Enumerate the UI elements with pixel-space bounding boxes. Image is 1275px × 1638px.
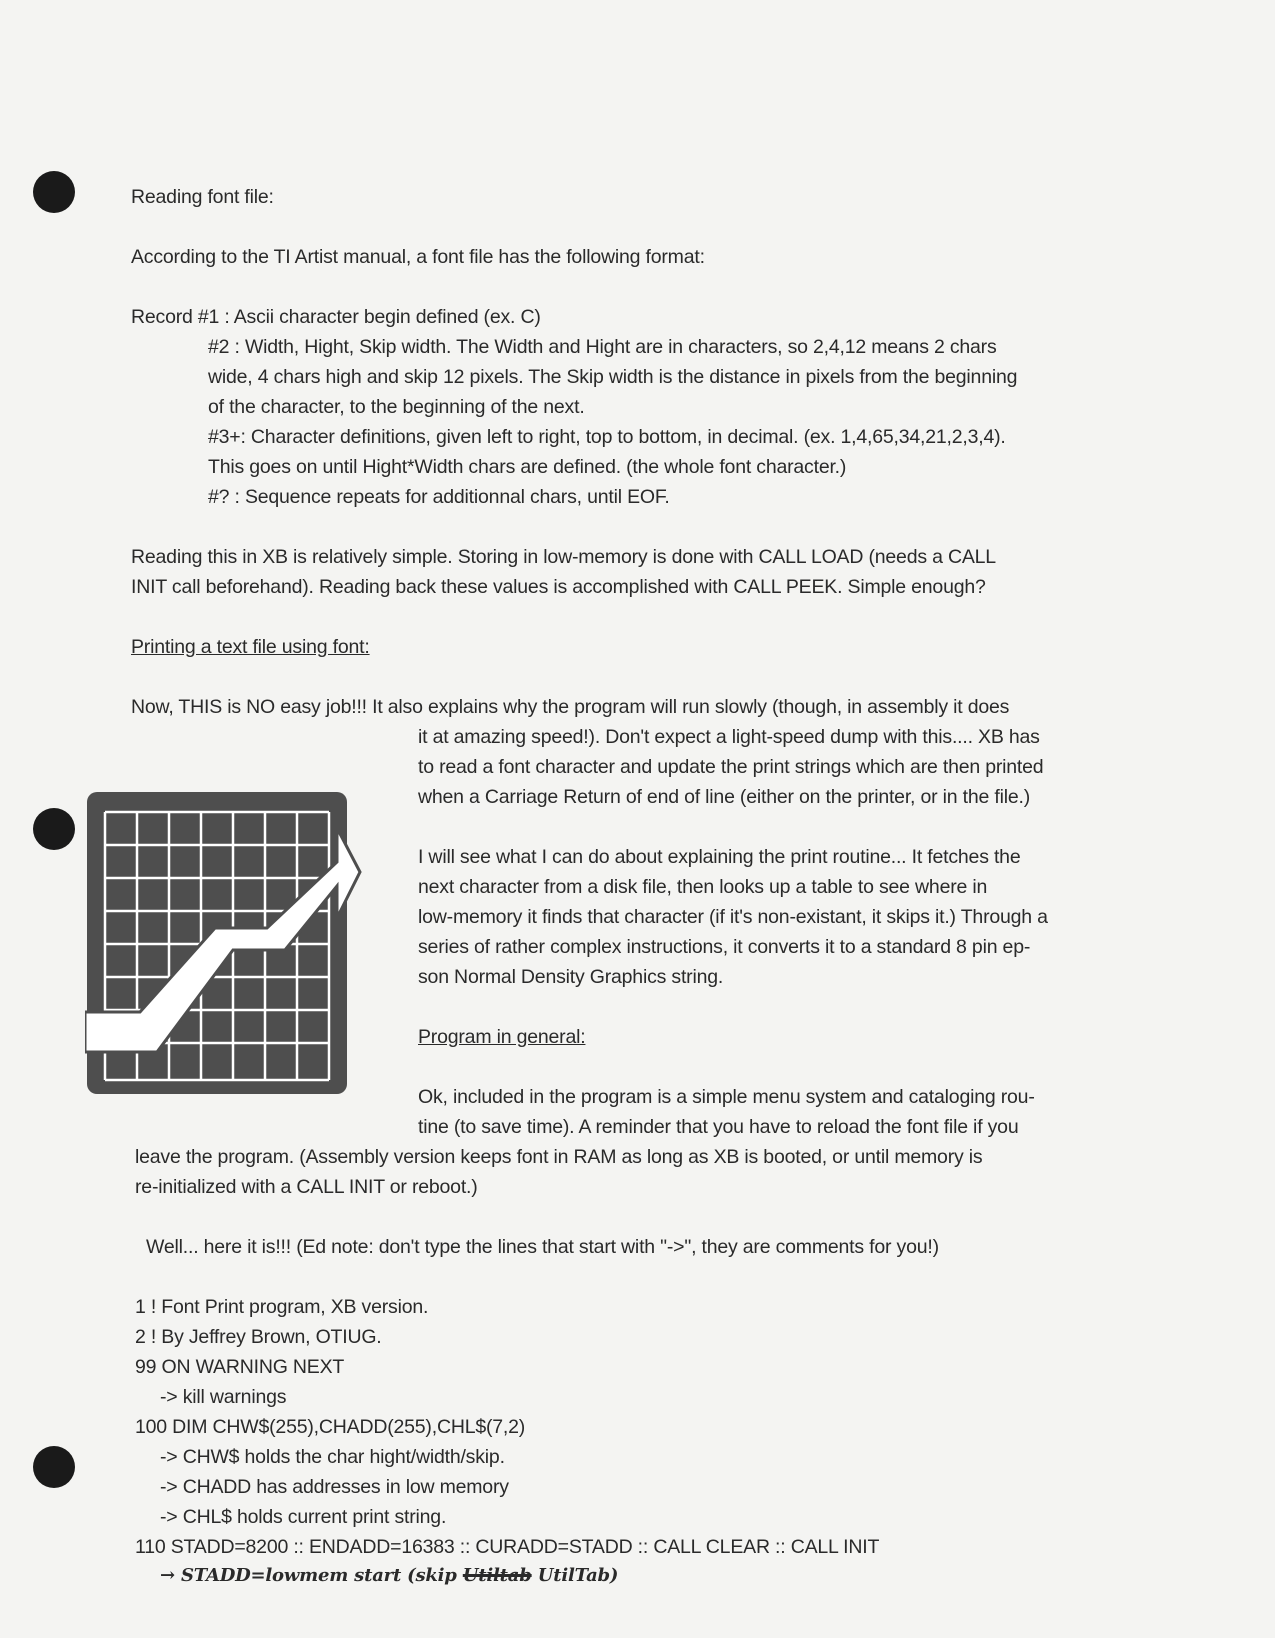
handwritten-prefix: → STADD=lowmem start (skip: [160, 1565, 457, 1586]
printing-paragraph-line-2: it at amazing speed!). Don't expect a light-speed dump with this.... XB has: [418, 726, 1040, 748]
handwritten-annotation: [160, 1561, 618, 1591]
printing-paragraph-line-3: to read a font character and update the print strings which are then printed: [418, 756, 1044, 778]
binder-hole-top: [33, 171, 75, 213]
xb-paragraph-line-2: INIT call beforehand). Reading back these values is accomplished with CALL PEEK. Simple enough?: [131, 576, 986, 598]
printing-paragraph-line-1: Now, THIS is NO easy job!!! It also explains why the program will run slowly (though, in assembly it does: [131, 696, 1010, 718]
code-comment-chl: -> CHL$ holds current print string.: [160, 1506, 447, 1528]
code-line-99: 99 ON WARNING NEXT: [135, 1356, 345, 1378]
code-line-2: 2 ! By Jeffrey Brown, OTIUG.: [135, 1326, 382, 1348]
routine-paragraph-line-5: son Normal Density Graphics string.: [418, 966, 724, 988]
handwritten-struck-word: Utiltab: [462, 1565, 532, 1586]
printing-paragraph-line-4: when a Carriage Return of end of line (either on the printer, or in the file.): [418, 786, 1030, 808]
program-paragraph-line-1: Ok, included in the program is a simple menu system and cataloging rou-: [418, 1086, 1035, 1108]
code-comment-kill-warnings: -> kill warnings: [160, 1386, 287, 1408]
code-line-1: 1 ! Font Print program, XB version.: [135, 1296, 429, 1318]
program-paragraph-line-2: tine (to save time). A reminder that you have to reload the font file if you: [418, 1116, 1019, 1138]
program-paragraph-line-3: leave the program. (Assembly version keeps font in RAM as long as XB is booted, or until memory is: [135, 1146, 983, 1168]
routine-paragraph-line-1: I will see what I can do about explaining the print routine... It fetches the: [418, 846, 1021, 868]
well-here-it-is-line: Well... here it is!!! (Ed note: don't type the lines that start with "->", they are comments for you!): [146, 1236, 939, 1258]
binder-hole-middle: [33, 808, 75, 850]
routine-paragraph-line-2: next character from a disk file, then looks up a table to see where in: [418, 876, 988, 898]
code-comment-chw: -> CHW$ holds the char hight/width/skip.: [160, 1446, 505, 1468]
heading-printing: Printing a text file using font:: [131, 636, 370, 658]
rising-arrow-chart-illustration: [85, 790, 365, 1105]
routine-paragraph-line-4: series of rather complex instructions, it converts it to a standard 8 pin ep-: [418, 936, 1031, 958]
record-3-line-1: #3+: Character definitions, given left to right, top to bottom, in decimal. (ex. 1,4,65,34,21,2,3,4).: [208, 426, 1006, 448]
record-1: Record #1 : Ascii character begin defined (ex. C): [131, 306, 541, 328]
record-2-line-2: wide, 4 chars high and skip 12 pixels. The Skip width is the distance in pixels from the beginning: [208, 366, 1018, 388]
handwritten-suffix: UtilTab): [537, 1565, 619, 1586]
routine-paragraph-line-3: low-memory it finds that character (if it's non-existant, it skips it.) Through a: [418, 906, 1048, 928]
binder-hole-bottom: [33, 1446, 75, 1488]
rising-arrow-icon: [85, 790, 365, 1100]
record-3-line-2: This goes on until Hight*Width chars are defined. (the whole font character.): [208, 456, 847, 478]
heading-program-in-general: Program in general:: [418, 1026, 586, 1048]
record-2-line-3: of the character, to the beginning of the next.: [208, 396, 585, 418]
heading-reading-font-file: Reading font file:: [131, 186, 274, 208]
xb-paragraph-line-1: Reading this in XB is relatively simple. Storing in low-memory is done with CALL LOAD (needs a CALL: [131, 546, 996, 568]
intro-text: According to the TI Artist manual, a font file has the following format:: [131, 246, 705, 268]
code-line-110: 110 STADD=8200 :: ENDADD=16383 :: CURADD=STADD :: CALL CLEAR :: CALL INIT: [135, 1536, 880, 1558]
program-paragraph-line-4: re-initialized with a CALL INIT or reboot.): [135, 1176, 478, 1198]
code-comment-chadd: -> CHADD has addresses in low memory: [160, 1476, 509, 1498]
record-4: #? : Sequence repeats for additionnal chars, until EOF.: [208, 486, 670, 508]
record-2-line-1: #2 : Width, Hight, Skip width. The Width and Hight are in characters, so 2,4,12 means 2 chars: [208, 336, 997, 358]
code-line-100: 100 DIM CHW$(255),CHADD(255),CHL$(7,2): [135, 1416, 526, 1438]
